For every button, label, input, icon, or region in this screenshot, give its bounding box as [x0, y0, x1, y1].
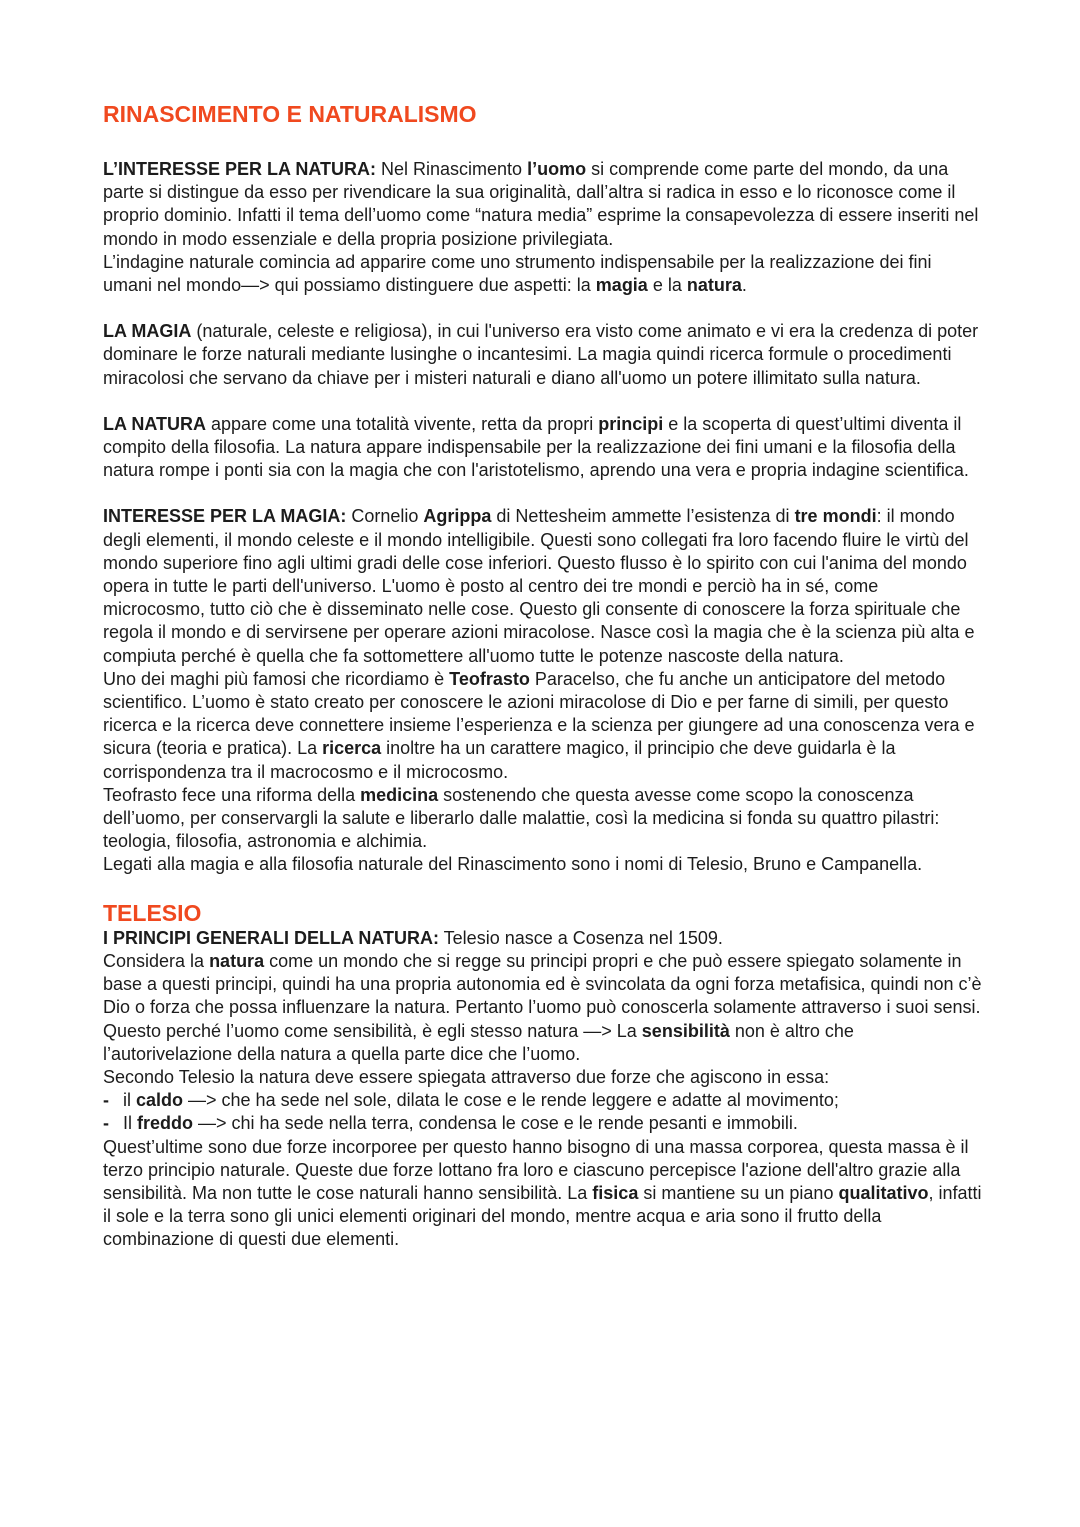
bold-term: natura [686, 275, 742, 296]
list-item [103, 1112, 983, 1135]
text: Telesio nasce a Cosenza nel 1509. [439, 927, 723, 948]
text: sostenendo che questa avesse come scopo la conoscenza dell’uomo, per conservargli la salute e liberarlo dalle malattie, così la medicina si fonda su quattro pilastri: teologia, filosofia, astronomia e alchimia. [103, 784, 940, 852]
text: e la [647, 275, 687, 296]
text: Cornelio [346, 506, 424, 527]
text: : il mondo degli elementi, il mondo celeste e il mondo intelligibile. Questi sono collegati fra loro facendo fluire le virtù del mondo superiore fino agli ultimi gradi delle cose inferiori. Questo flusso è lo spirito con cui l'anima del mondo opera in tutte le parti dell'universo. L'uomo è posto al centro dei tre mondi e perciò ha in sé, come microcosmo, tutto ciò che è disseminato nelle cose. Questo gli consente di conoscere la forza spirituale che regola il mondo e di servirsene per operare azioni miracolose. Nasce così la magia che è la scienza più alta e compiuta perché è quella che fa sottomettere all'uomo tutte le potenze nascoste della natura. [103, 506, 975, 666]
section-label: LA MAGIA [103, 321, 192, 342]
paragraph [103, 505, 983, 667]
paragraph [103, 158, 983, 251]
list-item [103, 1089, 983, 1112]
text: . [741, 275, 747, 296]
paragraph [103, 927, 983, 950]
bold-term: ricerca [322, 738, 382, 759]
paragraph [103, 1136, 983, 1252]
text: Considera la [103, 950, 210, 971]
bold-term: qualitativo [838, 1182, 929, 1203]
text: non è altro che l’autorivelazione della natura a quella parte dice che l’uomo. [103, 1020, 854, 1064]
document-page [103, 100, 983, 1252]
text: Teofrasto fece una riforma della [103, 784, 361, 805]
text: inoltre ha un carattere magico, il principio che deve guidarla è la corrispondenza tra il macrocosmo e il microcosmo. [103, 738, 896, 782]
section-natura [103, 413, 983, 483]
text: si comprende come parte del mondo, da una parte si distingue da esso per rivendicare la sua originalità, dall’altra si radica in esso e lo riconosce come il proprio dominio. Infatti il tema dell’uomo come “natura media” esprime la consapevolezza di essere inseriti nel mondo in modo essenziale e della propria posizione privilegiata. [103, 159, 979, 249]
bold-term: Agrippa [423, 506, 492, 527]
paragraph [103, 784, 983, 854]
text: —> chi ha sede nella terra, condensa le cose e le rende pesanti e immobili. [193, 1113, 798, 1134]
text: si mantiene su un piano [638, 1182, 839, 1203]
section-label: L’INTERESSE PER LA NATURA: [103, 159, 377, 179]
bullet-dash: - [103, 1090, 109, 1111]
text: , infatti il sole e la terra sono gli unici elementi originari del mondo, mentre acqua e aria sono il frutto della combinazione di questi due elementi. [103, 1182, 982, 1250]
section-title-telesio: TELESIO [103, 899, 202, 926]
text: appare come una totalità vivente, retta da propri [205, 413, 599, 434]
section-magia [103, 320, 983, 390]
page-title: RINASCIMENTO E NATURALISMO [103, 101, 477, 127]
text: Quest’ultime sono due forze incorporee per questo hanno bisogno di una massa corporea, questa massa è il terzo principio naturale. Queste due forze lottano fra loro e ciascuno percepisce l'azione dell'altro grazie alla sensibilità. Ma non tutte le cose naturali hanno sensibilità. La [103, 1136, 969, 1203]
text: Nel Rinascimento [376, 159, 528, 179]
bold-term: Teofrasto [449, 668, 530, 689]
text: come un mondo che si regge su principi propri e che può essere spiegato solamente in base a questi principi, quindi ha una propria autonomia ed è svincolata da ogni forza metafisica, quindi non c’è Dio o forza che possa influenzare la natura. Pertanto l’uomo può conoscerla solamente attraverso i suoi sensi. Questo perché l’uomo come sensibilità, è egli stesso natura —> La [103, 950, 982, 1041]
paragraph [103, 251, 983, 297]
bold-term: magia [595, 275, 648, 296]
bold-term: l’uomo [527, 159, 587, 179]
paragraph [103, 950, 983, 1066]
section-label: I PRINCIPI GENERALI DELLA NATURA: [103, 927, 439, 948]
bold-term: freddo [137, 1113, 194, 1134]
bold-term: sensibilità [641, 1020, 730, 1041]
paragraph: Legati alla magia e alla filosofia naturale del Rinascimento sono i nomi di Telesio, Bruno e Campanella. [103, 854, 923, 875]
section-label: INTERESSE PER LA MAGIA: [103, 506, 347, 527]
paragraph [103, 413, 983, 483]
text: e la scoperta di quest’ultimi diventa il compito della filosofia. La natura appare indispensabile per la realizzazione dei fini umani e la filosofia della natura rompe i ponti sia con la magia che con l'aristotelismo, aprendo una vera e propria indagine scientifica. [103, 413, 969, 481]
section-interesse-natura [103, 158, 983, 297]
paragraph [103, 668, 983, 784]
text: Uno dei maghi più famosi che ricordiamo è [103, 668, 450, 689]
bullet-dash: - [103, 1113, 109, 1134]
paragraph [103, 320, 983, 390]
text: —> che ha sede nel sole, dilata le cose e le rende leggere e adatte al movimento; [183, 1090, 839, 1111]
bold-term: caldo [136, 1090, 184, 1111]
section-interesse-magia [103, 505, 983, 876]
bold-term: medicina [360, 784, 439, 805]
bold-term: fisica [592, 1182, 639, 1203]
text: Il [123, 1113, 138, 1134]
section-principi-generali [103, 927, 983, 1252]
section-label: LA NATURA [103, 413, 206, 434]
text: il [123, 1090, 136, 1111]
text: L’indagine naturale comincia ad apparire come uno strumento indispensabile per la realizzazione dei fini umani nel mondo—> qui possiamo distinguere due aspetti: la [103, 251, 932, 296]
bold-term: tre mondi [794, 506, 877, 527]
text: Paracelso, che fu anche un anticipatore del metodo scientifico. L’uomo è stato creato per conoscere le azioni miracolose di Dio e per farne di simili, per questo ricerca e la ricerca deve connettere insieme l’esperienza e la scienza per giungere ad una conoscenza vera e sicura (teoria e pratica). La [103, 668, 975, 759]
text: di Nettesheim ammette l’esistenza di [491, 506, 795, 527]
paragraph: Secondo Telesio la natura deve essere spiegata attraverso due forze che agiscono in essa: [103, 1066, 830, 1087]
text: (naturale, celeste e religiosa), in cui l'universo era visto come animato e vi era la credenza di poter dominare le forze naturali mediante lusinghe o incantesimi. La magia quindi ricerca formule o procedimenti miracolosi che servano da chiave per i misteri naturali e diano all'uomo un potere illimitato sulla natura. [103, 321, 979, 388]
bold-term: natura [209, 950, 265, 971]
bold-term: principi [598, 413, 664, 434]
